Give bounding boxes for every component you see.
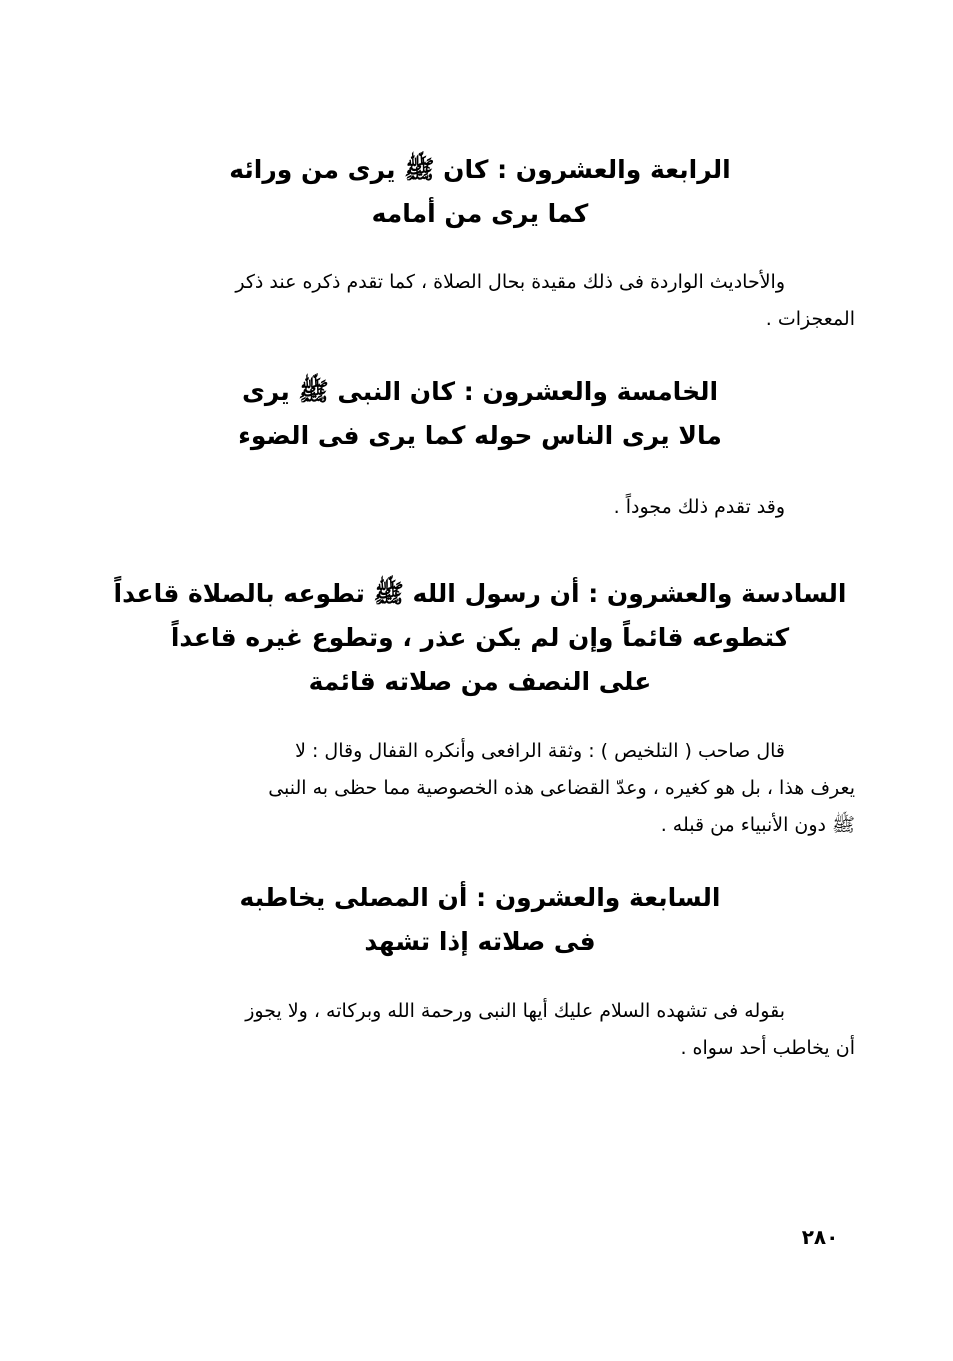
heading-line: كتطوعه قائماً وإن لم يكن عذر ، وتطوع غيره قاعداً: [170, 623, 790, 652]
body-line: بقوله فى تشهده السلام عليك أيها النبى ورحمة الله وبركاته ، ولا يجوز: [245, 1000, 785, 1022]
section-body-27: [110, 993, 855, 1067]
body-line: المعجزات .: [765, 308, 855, 330]
heading-line: مالا يرى الناس حوله كما يرى فى الضوء: [238, 421, 722, 450]
heading-line: السابعة والعشرون : أن المصلى يخاطبه: [239, 883, 721, 912]
section-heading-25: [110, 370, 850, 458]
section-body-26: [110, 733, 855, 844]
heading-line: على النصف من صلاته قائمة: [308, 667, 652, 696]
section-heading-24: [110, 148, 850, 236]
body-line: يعرف هذا ، بل هو كغيره ، وعدّ القضاعى هذه الخصوصية مما حظى به النبى: [268, 777, 855, 799]
heading-line: كما يرى من أمامه: [371, 199, 589, 228]
section-heading-26: [110, 572, 850, 704]
page-number: ٢٨٠: [801, 1225, 839, 1249]
heading-line: فى صلاته إذا تشهد: [364, 927, 596, 956]
body-line: والأحاديث الواردة فى ذلك مقيدة بحال الصلاة ، كما تقدم ذكره عند ذكر: [235, 271, 785, 293]
section-body-25: [110, 489, 855, 526]
heading-line: الخامسة والعشرون : كان النبى ﷺ يرى: [241, 377, 719, 406]
section-heading-27: [110, 876, 850, 964]
body-line: ﷺ دون الأنبياء من قبله .: [660, 814, 855, 836]
heading-line: الرابعة والعشرون : كان ﷺ يرى من ورائه: [229, 155, 731, 184]
heading-line: السادسة والعشرون : أن رسول الله ﷺ تطوعه بالصلاة قاعداً: [113, 579, 847, 608]
body-line: أن يخاطب أحد سواه .: [680, 1037, 855, 1059]
section-body-24: [110, 264, 855, 338]
body-line: وقد تقدم ذلك مجوداً .: [613, 496, 785, 518]
body-line: قال صاحب ( التلخيص ) : وثقة الرافعى وأنكره القفال وقال : لا: [295, 740, 785, 762]
